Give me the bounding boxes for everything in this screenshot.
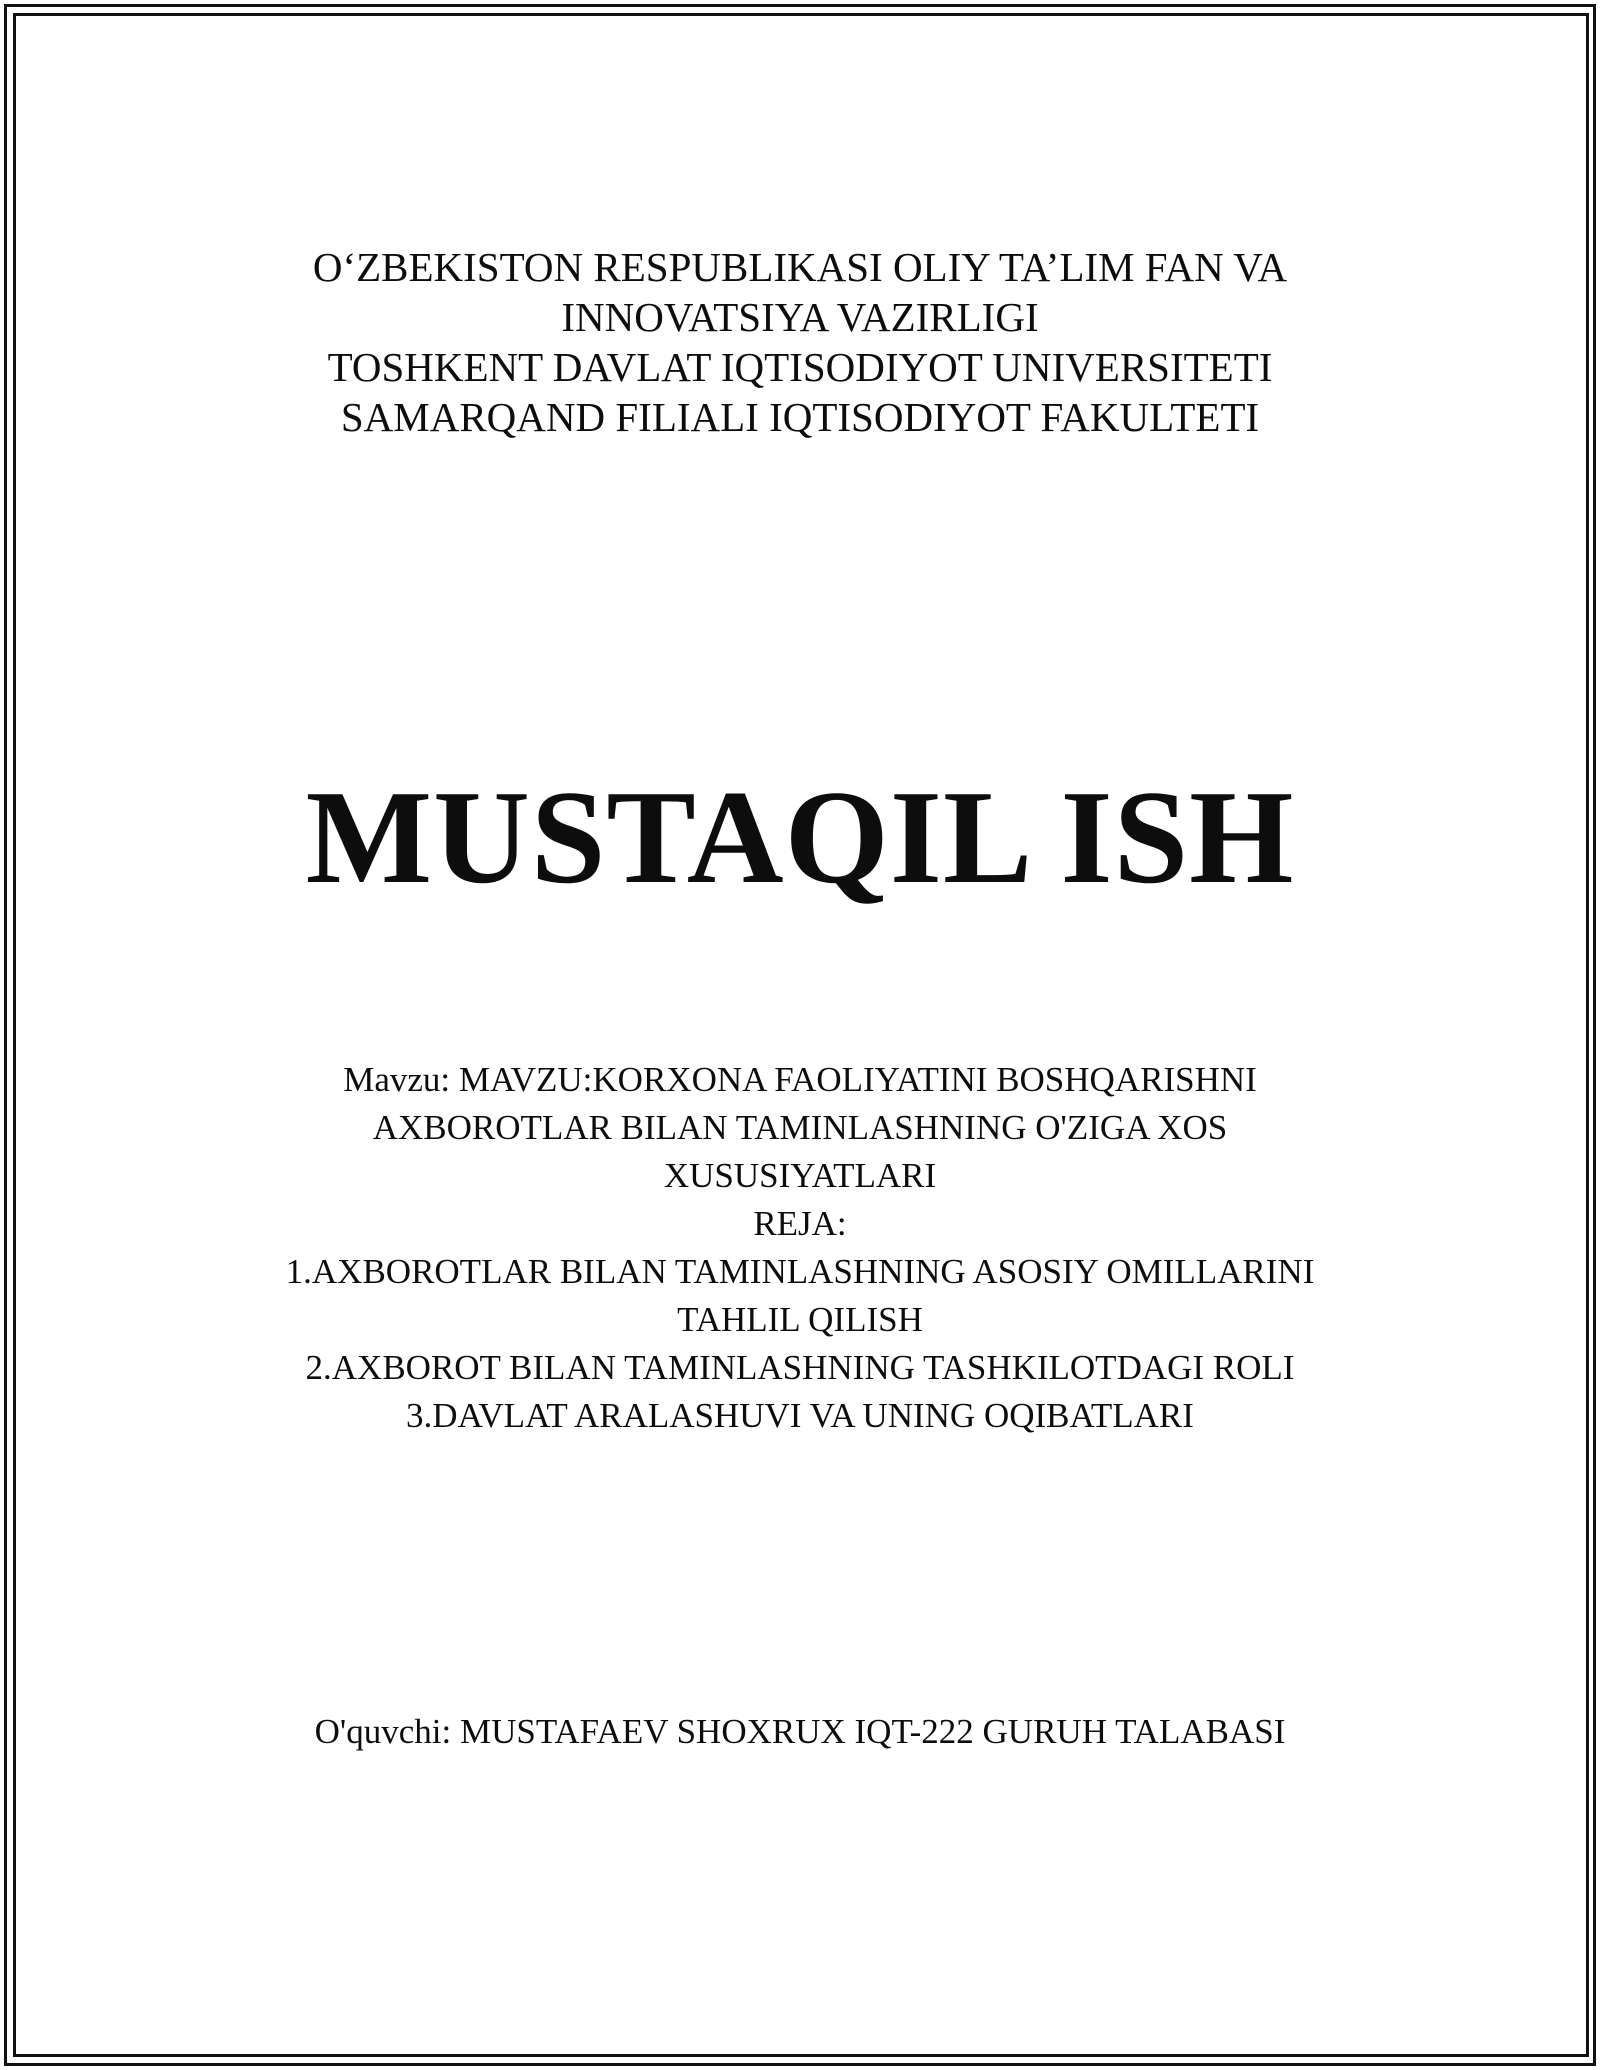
plan-item: 1.AXBOROTLAR BILAN TAMINLASHNING ASOSIY OMILLARINI	[285, 1252, 1315, 1291]
header-line: SAMARQAND FILIALI IQTISODIYOT FAKULTETI	[340, 394, 1260, 440]
topic-line: AXBOROTLAR BILAN TAMINLASHNING O'ZIGA XOS	[372, 1108, 1228, 1147]
student-info: O'quvchi: MUSTAFAEV SHOXRUX IQT-222 GURUH TALABASI	[314, 1712, 1286, 1751]
header-line: TOSHKENT DAVLAT IQTISODIYOT UNIVERSITETI	[327, 344, 1273, 390]
institution-header	[0, 242, 1600, 442]
header-line: INNOVATSIYA VAZIRLIGI	[561, 294, 1039, 340]
plan-heading: REJA:	[753, 1204, 847, 1243]
topic-line: Mavzu: MAVZU:KORXONA FAOLIYATINI BOSHQARISHNI	[343, 1060, 1257, 1099]
topic-and-plan	[0, 1056, 1600, 1440]
plan-item: TAHLIL QILISH	[677, 1300, 923, 1339]
header-line: O‘ZBEKISTON RESPUBLIKASI OLIY TA’LIM FAN VA	[312, 244, 1288, 290]
plan-item: 3.DAVLAT ARALASHUVI VA UNING OQIBATLARI	[406, 1396, 1194, 1435]
topic-line: XUSUSIYATLARI	[663, 1156, 937, 1195]
plan-item: 2.AXBOROT BILAN TAMINLASHNING TASHKILOTDAGI ROLI	[305, 1348, 1295, 1387]
document-title: MUSTAQIL ISH	[305, 763, 1295, 911]
